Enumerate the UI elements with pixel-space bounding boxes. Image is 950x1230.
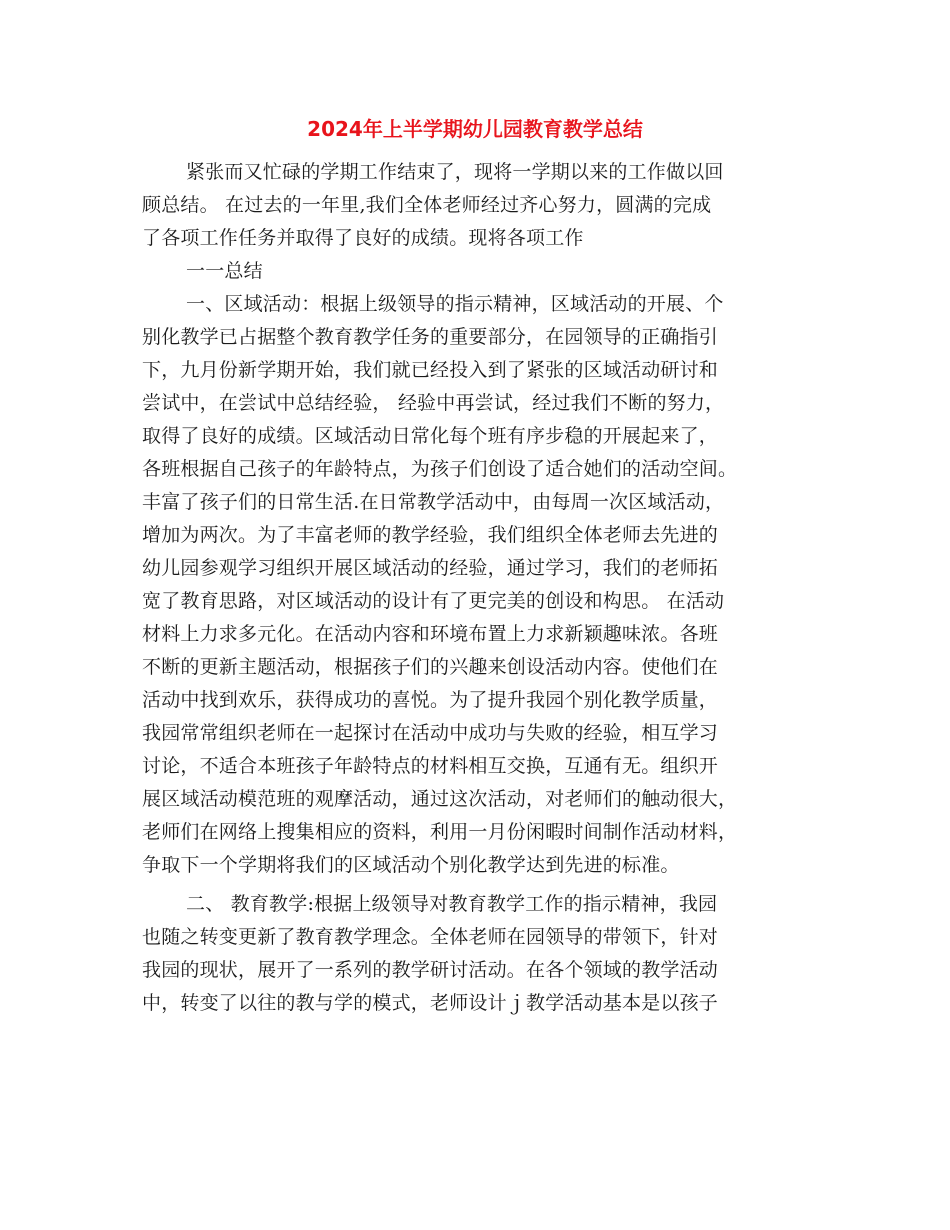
text-line: 顾总结。 在过去的一年里,我们全体老师经过齐心努力，圆满的完成 <box>142 194 712 216</box>
text-line: 增加为两次。为了丰富老师的教学经验，我们组织全体老师去先进的 <box>142 524 719 546</box>
text-line: 下，九月份新学期开始，我们就已经投入到了紧张的区域活动研讨和 <box>142 359 719 381</box>
text-line: 宽了教育思路，对区域活动的设计有了更完美的创设和构思。 在活动 <box>142 590 725 612</box>
text-line: 老师们在网络上搜集相应的资料，利用一月份闲暇时间制作活动材料， <box>142 821 738 843</box>
text-line: 活动中找到欢乐，获得成功的喜悦。为了提升我园个别化教学质量， <box>142 689 719 711</box>
text-line: 二、 教育教学:根据上级领导对教育教学工作的指示精神，我园 <box>186 893 718 915</box>
document-title: 2024年上半学期幼儿园教育教学总结 <box>307 117 643 141</box>
text-line: 别化教学已占据整个教育教学任务的重要部分，在园领导的正确指引 <box>142 326 719 348</box>
text-line: 不断的更新主题活动，根据孩子们的兴趣来创设活动内容。使他们在 <box>142 656 719 678</box>
text-line: 一一总结 <box>186 260 263 282</box>
text-line: 取得了良好的成绩。区域活动日常化每个班有序步稳的开展起来了， <box>142 425 719 447</box>
text-line: 幼儿园参观学习组织开展区域活动的经验，通过学习，我们的老师拓 <box>142 557 719 579</box>
text-line: 争取下一个学期将我们的区域活动个别化教学达到先进的标准。 <box>142 854 680 876</box>
text-line: 我园常常组织老师在一起探讨在活动中成功与失败的经验，相互学习 <box>142 722 719 744</box>
text-line: 我园的现状，展开了一系列的教学研讨活动。在各个领域的教学活动 <box>142 959 719 981</box>
text-line: 了各项工作任务并取得了良好的成绩。现将各项工作 <box>142 227 584 249</box>
text-line: 紧张而又忙碌的学期工作结束了，现将一学期以来的工作做以回 <box>186 161 724 183</box>
text-line: 丰富了孩子们的日常生活.在日常教学活动中，由每周一次区域活动， <box>142 491 725 513</box>
text-line: 各班根据自己孩子的年龄特点，为孩子们创设了适合她们的活动空间。 <box>142 458 738 480</box>
text-line: 也随之转变更新了教育教学理念。全体老师在园领导的带领下，针对 <box>142 926 719 948</box>
text-line: 讨论，不适合本班孩子年龄特点的材料相互交换，互通有无。组织开 <box>142 755 719 777</box>
text-line: 展区域活动模范班的观摩活动，通过这次活动，对老师们的触动很大， <box>142 788 738 810</box>
text-line: 尝试中，在尝试中总结经验， 经验中再尝试，经过我们不断的努力， <box>142 392 725 414</box>
text-line: 一、区域活动：根据上级领导的指示精神，区域活动的开展、个 <box>186 293 724 315</box>
document-body <box>142 156 814 1020</box>
text-line: 中，转变了以往的教与学的模式，老师设计ｊ教学活动基本是以孩子 <box>142 992 719 1014</box>
text-line: 材料上力求多元化。在活动内容和环境布置上力求新颖趣味浓。各班 <box>142 623 719 645</box>
